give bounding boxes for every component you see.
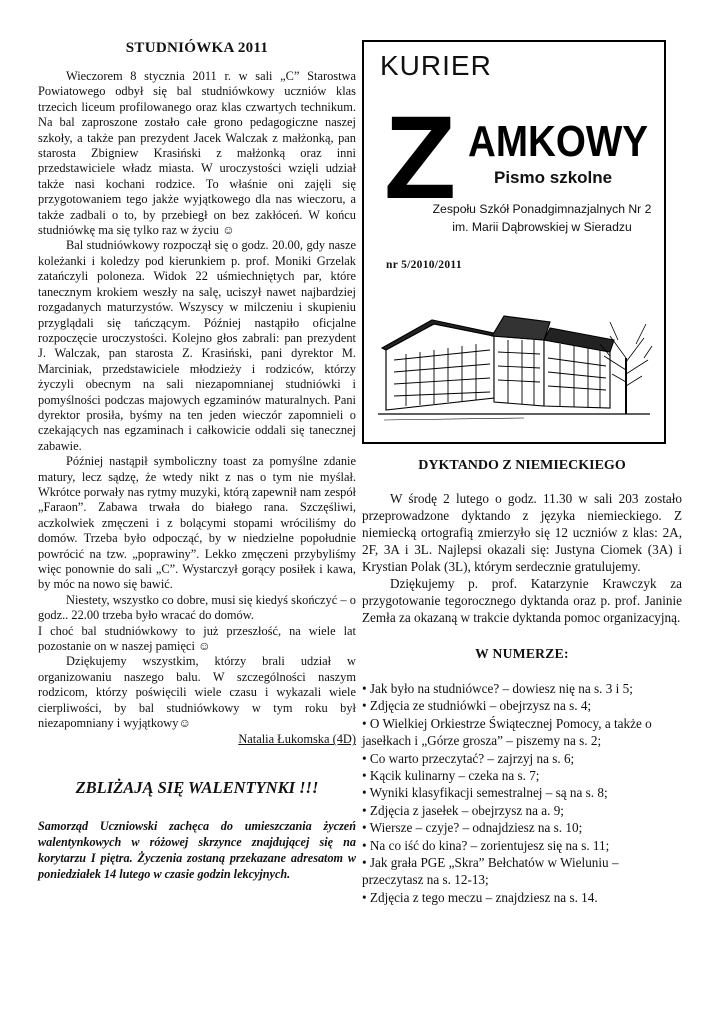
list-item: • Kącik kulinarny – czeka na s. 7; xyxy=(362,768,540,784)
list-item: • Co warto przeczytać? – zajrzyj na s. 6; xyxy=(362,750,575,766)
dyktando-body xyxy=(362,490,682,626)
dyktando-paragraph: Dziękujemy p. prof. Katarzynie Krawczyk za przygotowanie tegorocznego dyktanda oraz p. prof. Janinie Zemła za okazaną w trakcie dyktanda pomoc organizacyjną. xyxy=(362,576,682,625)
valentine-text: Samorząd Uczniowski zachęca do umieszczania życzeń walentynkowych w różowej skrzynce znajdującej się na korytarzu I piętra. Życzenia zostaną przekazane adresatom w poniedziałek 14 lutego w czasie godzin lekcyjnych. xyxy=(38,818,356,881)
list-item: • Wyniki klasyfikacji semestralnej – są na s. 8; xyxy=(362,785,608,801)
zamkowy-rest-letters: AMKOWY xyxy=(468,117,648,166)
masthead-pismo: Pismo szkolne xyxy=(494,168,613,187)
masthead xyxy=(362,40,666,444)
right-column xyxy=(362,458,682,906)
studniowka-paragraph: I choć bal studniówkowy to już przeszłość, na wiele lat pozostanie on w naszej pamięci ☺ xyxy=(38,623,356,654)
author-name: Natalia Łukomska (4D) xyxy=(238,732,356,747)
studniowka-body xyxy=(38,69,356,731)
list-item: • Jak było na studniówce? – dowiesz nię na s. 3 i 5; xyxy=(362,681,633,696)
valentine-title: ZBLIŻAJĄ SIĘ WALENTYNKI !!! xyxy=(75,777,319,797)
studniowka-paragraph: Później nastąpił symboliczny toast za pomyślne zdanie matury, lecz sądzę, że wtedy nikt z nas o tym nie myślał. Wkrótce porwały nas rytmy muzyki, którą zapewnił nam zespół „Faraon”. Zabawa trwała do białego rana. Szczęśliwi, aczkolwiek zmęczeni i z bolącymi stopami wróciliśmy do domów. Trzeba było odpocząć, by w niedzielne popołudnie powrócić na tzw. „poprawiny”. Lekko zmęczeni przybyliśmy więc ponownie do sali „C”. Wystarczył gorący posiłek i kawa, by móc na nowo się bawić. xyxy=(38,454,356,592)
school-building-drawing xyxy=(374,278,654,438)
masthead-school xyxy=(424,200,660,236)
in-this-issue-list xyxy=(362,680,682,906)
list-item: • Jak grała PGE „Skra” Bełchatów w Wieluniu – przeczytasz na s. 12-13; xyxy=(362,855,619,888)
article-author xyxy=(38,732,356,747)
list-item: • O Wielkiej Orkiestrze Świątecznej Pomocy, a także o jasełkach i „Górze grosza” – piszemy na s. 2; xyxy=(362,715,652,749)
in-this-issue-title: W NUMERZE: xyxy=(475,646,569,661)
studniowka-paragraph: Wieczorem 8 stycznia 2011 r. w sali „C” Starostwa Powiatowego odbył się bal studniówkowy uczniów klas trzecich liceum profilowanego oraz klas czwartych technikum. Na bal zaproszone zostało całe grono pedagogiczne naszej szkoły, a także pan prezydent Jacek Walczak z małżonką, pan starosta Zbigniew Krasiński z małżonką oraz inni przedstawiciele władz miasta. W uroczystości wzięli udział także nasi kochani rodzice. To właśnie oni zajęli się przygotowaniem tego jakże wyjątkowego dla nas wieczoru, a także zadbali o to, by przebiegł on bez zakłóceń. W końcu studniówkę ma się tylko raz w życiu ☺ xyxy=(38,69,356,238)
studniowka-paragraph: Niestety, wszystko co dobre, musi się kiedyś skończyć – o godz.. 22.00 trzeba było wracać do domów. xyxy=(38,592,356,623)
school-line2: im. Marii Dąbrowskiej w Sieradzu xyxy=(452,220,632,234)
dyktando-title: DYKTANDO Z NIEMIECKIEGO xyxy=(418,458,626,473)
zamkowy-z-letter: Z xyxy=(384,92,457,224)
issue-number: nr 5/2010/2011 xyxy=(386,259,462,271)
school-line1: Zespołu Szkół Ponadgimnazjalnych Nr 2 xyxy=(432,202,652,216)
studniowka-paragraph: Bal studniówkowy rozpoczął się o godz. 20.00, gdy nasze koleżanki i koledzy pod kierunkiem p. prof. Moniki Grzelak zatańczyli poloneza. Widok 22 uśmiechniętych par, które tanecznym krokiem weszły na salę, uciszył nawet najbardziej rozgadanych maturzystów. Wszyscy w milczeniu i skupieniu przyglądali się tańczącym. Później nastąpiło oficjalne rozpoczęcie uroczystości. Kolejno głos zabrali: pan prezydent J. Walczak, pan starosta Z. Krasiński, pani dyrektor M. Marciniak, przedstawiciele młodzieży i rodziców, którzy życzyli obecnym na sali niezapomnianej studniówki i pomyślności podczas majowych egzaminów maturalnych. Pani dyrektor prosiła, byśmy na ten jeden wieczór zapomnieli o czekających nas egzaminach i całkowicie oddali się tanecznej zabawie. xyxy=(38,238,356,453)
list-item: • Zdjęcia ze studniówki – obejrzysz na s. 4; xyxy=(362,698,592,714)
masthead-kurier: KURIER xyxy=(380,50,492,81)
studniowka-paragraph: Dziękujemy wszystkim, którzy brali udział w organizowaniu naszego balu. W szczególności naszym rodzicom, którzy poświęcili wiele czasu i wykazali wiele cierpliwości, by bal studniówkowy w tym roku był niezapomniany i wyjątkowy☺ xyxy=(38,654,356,731)
list-item: • Zdjęcia z jasełek – obejrzysz na a. 9; xyxy=(362,802,564,818)
studniowka-article xyxy=(38,40,356,882)
list-item: • Zdjęcia z tego meczu – znajdziesz na s. 14. xyxy=(362,889,598,905)
studniowka-title: STUDNIÓWKA 2011 xyxy=(125,40,269,56)
list-item: • Wiersze – czyje? – odnajdziesz na s. 10; xyxy=(362,820,583,836)
dyktando-paragraph: W środę 2 lutego o godz. 11.30 w sali 203 zostało przeprowadzone dyktando z języka niemieckiego. Z niemiecką ortografią zmierzyło się 12 uczniów z klas: 2A, 2F, 3A i 3L. Najlepsi okazali się: Justyna Ciomek (3A) i Krystian Polak (3L), którym serdecznie gratulujemy. xyxy=(362,491,682,574)
list-item: • Na co iść do kina? – zorientujesz się na s. 11; xyxy=(362,837,610,853)
